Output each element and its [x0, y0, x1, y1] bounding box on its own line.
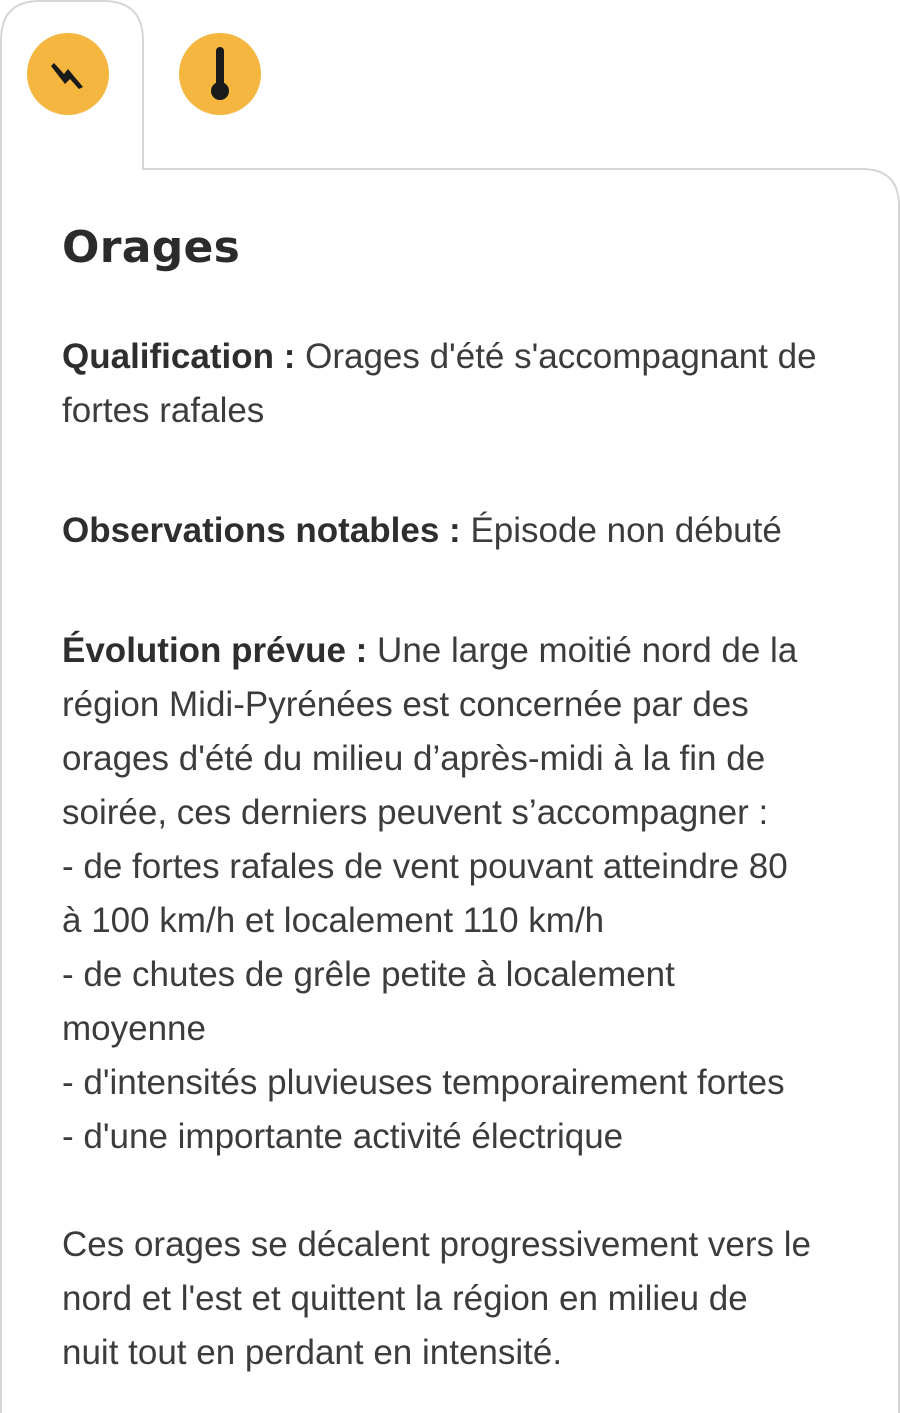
qualification-section: [62, 330, 852, 438]
qualification-label: Qualification :: [62, 337, 296, 376]
conclusion-line: nord et l'est et quittent la région en milieu de: [62, 1279, 748, 1318]
evolution-list-item: - d'intensités pluvieuses temporairement fortes: [62, 1063, 785, 1102]
observations-section: [62, 504, 852, 558]
evolution-list-item-cont: moyenne: [62, 1009, 206, 1048]
evolution-list-item: - de chutes de grêle petite à localement: [62, 955, 675, 994]
conclusion-section: [62, 1218, 852, 1380]
evolution-list-item: - de fortes rafales de vent pouvant atteindre 80: [62, 847, 788, 886]
evolution-line: soirée, ces derniers peuvent s’accompagner :: [62, 793, 769, 832]
conclusion-line: Ces orages se décalent progressivement vers le: [62, 1225, 811, 1264]
evolution-list-item: - d'une importante activité électrique: [62, 1117, 624, 1156]
page-title: Orages: [62, 222, 241, 273]
qualification-text-cont: fortes rafales: [62, 391, 265, 430]
observations-text: Épisode non débuté: [470, 511, 782, 550]
evolution-line: région Midi-Pyrénées est concernée par des: [62, 685, 749, 724]
conclusion-line: nuit tout en perdant en intensité.: [62, 1333, 563, 1372]
evolution-line: orages d'été du milieu d’après-midi à la fin de: [62, 739, 766, 778]
bulletin-content: [62, 216, 852, 1380]
evolution-section: [62, 624, 852, 1164]
thermometer-icon: [179, 33, 261, 115]
tab-storms[interactable]: [27, 33, 109, 115]
evolution-label: Évolution prévue :: [62, 631, 368, 670]
observations-label: Observations notables :: [62, 511, 461, 550]
evolution-text: Une large moitié nord de la: [377, 631, 798, 670]
lightning-icon: [27, 33, 109, 115]
evolution-list-item-cont: à 100 km/h et localement 110 km/h: [62, 901, 605, 940]
tab-temperature[interactable]: [179, 33, 261, 115]
qualification-text: Orages d'été s'accompagnant de: [305, 337, 817, 376]
